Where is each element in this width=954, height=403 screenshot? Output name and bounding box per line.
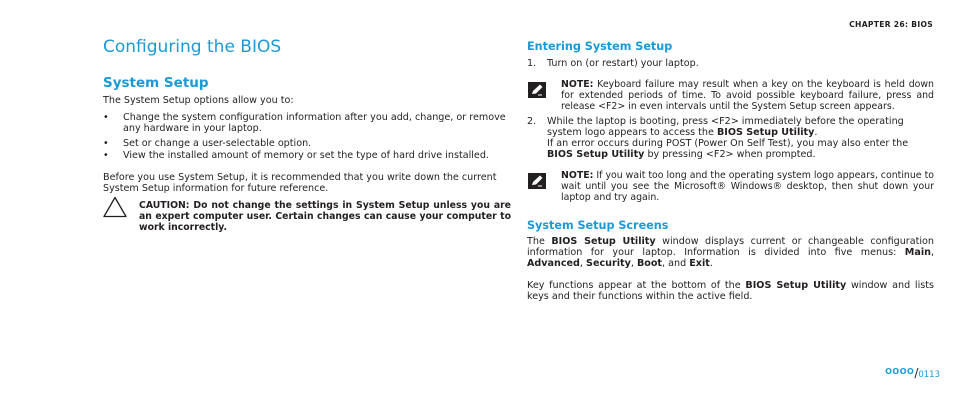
caution-block <box>103 200 511 233</box>
page-number-value: 0113 <box>918 370 940 380</box>
note-label: NOTE: <box>561 170 594 181</box>
menu-boot: Boot <box>636 258 663 269</box>
list-item-text: Change the system configuration information after you add, change, or remove any hardware in your laptop. <box>123 112 506 134</box>
list-item <box>103 138 511 149</box>
step-text: If an error occurs during POST (Power On Self Test), you may also enter the <box>547 138 909 149</box>
list-item <box>103 150 511 161</box>
note-label: NOTE: <box>561 79 594 90</box>
pencil-note-icon <box>528 173 546 189</box>
step-item <box>527 58 934 69</box>
note-text: Keyboard failure may result when a key on the keyboard is held down for extended periods of time. To avoid possible keyboard failure, press and release <F2> in even intervals until the System Setup screen appears. <box>561 79 934 112</box>
list-item-text: Set or change a user-selectable option. <box>123 138 312 149</box>
list-item-text: View the installed amount of memory or set the type of hard drive installed. <box>123 150 489 161</box>
key-functions-paragraph: Key functions appear at the bottom of the BIOS Setup Utility window and lists keys and their functions within the active field. <box>527 280 934 302</box>
left-column <box>103 36 511 233</box>
steps-list <box>527 116 934 160</box>
list-item <box>103 112 511 134</box>
caution-triangle-icon <box>103 196 127 218</box>
note-block <box>527 79 934 112</box>
page-number <box>885 367 940 380</box>
steps-list <box>527 58 934 69</box>
pencil-note-icon <box>528 82 546 98</box>
menu-security: Security <box>586 258 631 269</box>
step-number: 2. <box>527 116 537 127</box>
note-text: If you wait too long and the operating system logo appears, continue to wait until you see the Microsoft® Windows® desktop, then shut down your laptop and try again. <box>561 170 934 203</box>
section-heading-system-setup: System Setup <box>103 75 209 91</box>
section-heading-screens: System Setup Screens <box>527 219 669 232</box>
section-mark: OOOO <box>885 367 915 376</box>
step-text: by pressing <F2> when prompted. <box>644 149 816 160</box>
step-text: While the laptop is booting, press <F2> immediately before the operating system logo appears to access the <box>547 116 904 138</box>
step-text: Turn on (or restart) your laptop. <box>547 58 699 69</box>
step-bold-text: BIOS Setup Utility <box>547 149 645 160</box>
page-title: Configuring the BIOS <box>103 37 282 57</box>
bullet-dot: • <box>103 138 109 149</box>
recommendation-text: Before you use System Setup, it is recommended that you write down the current System Setup information for future reference. <box>103 172 497 194</box>
intro-text: The System Setup options allow you to: <box>103 95 294 106</box>
step-text: . <box>814 127 818 138</box>
bullet-dot: • <box>103 112 109 123</box>
menu-main: Main <box>904 247 931 258</box>
step-number: 1. <box>527 58 537 69</box>
menu-exit: Exit <box>689 258 710 269</box>
step-item <box>527 116 934 160</box>
screens-paragraph: The BIOS Setup Utility window displays current or changeable configuration information for your laptop. Information is divided into five menus: Main, Advanced, Security, Boot, and Exit. <box>527 236 934 269</box>
right-column <box>527 40 934 302</box>
step-bold-text: BIOS Setup Utility <box>716 127 815 138</box>
options-list <box>103 112 511 161</box>
bullet-dot: • <box>103 150 109 161</box>
menu-advanced: Advanced <box>527 258 580 269</box>
page-slash: / <box>914 366 919 380</box>
note-block <box>527 170 934 203</box>
chapter-label: CHAPTER 26: BIOS <box>849 20 933 29</box>
caution-text: CAUTION: Do not change the settings in System Setup unless you are an expert computer user. Certain changes can cause your computer to work incorrectly. <box>139 200 511 233</box>
section-heading-entering: Entering System Setup <box>527 40 673 53</box>
